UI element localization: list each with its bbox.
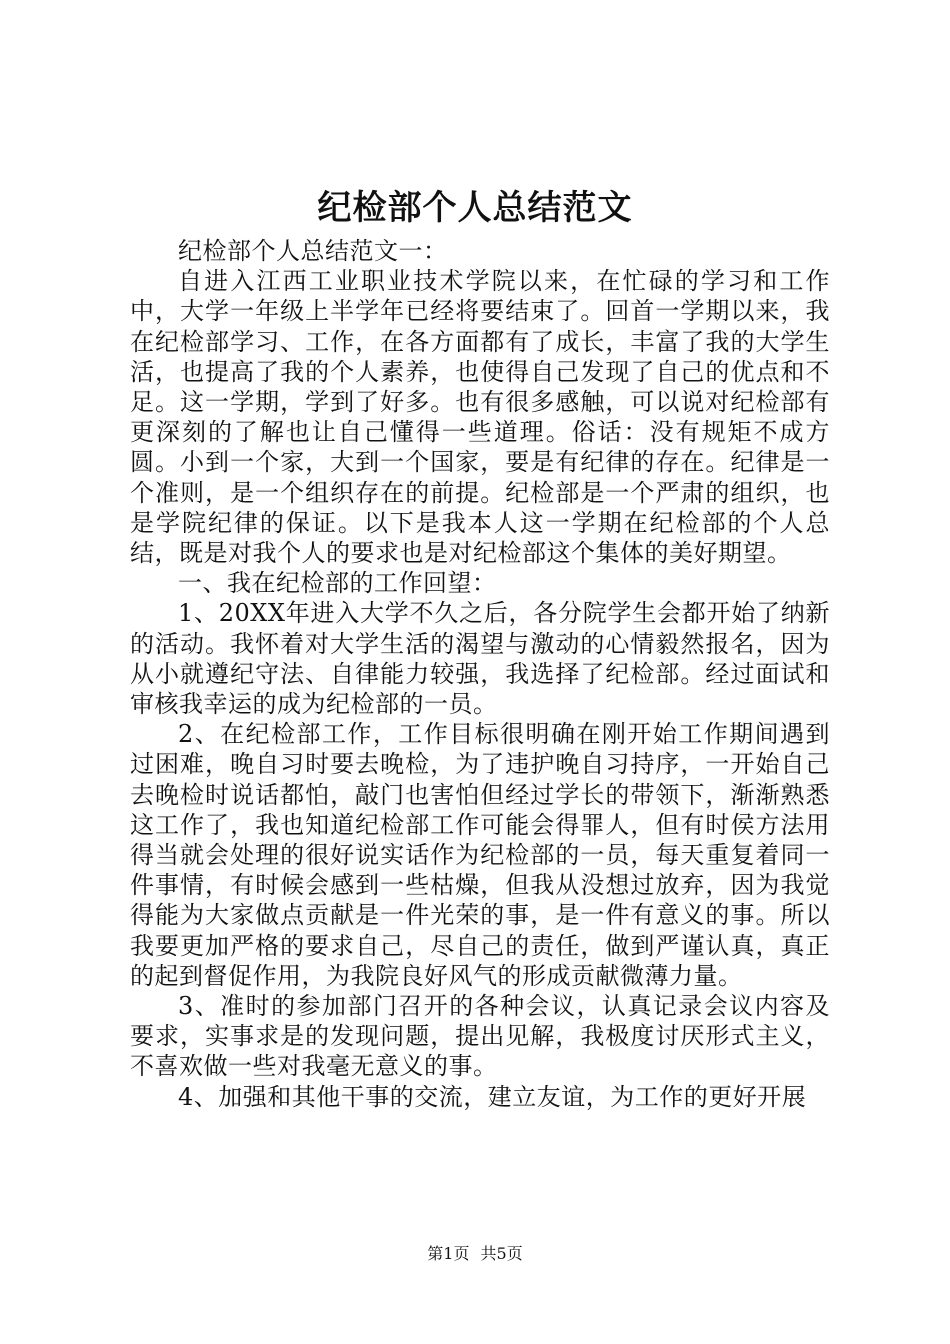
document-body	[130, 236, 830, 1112]
document-title: 纪检部个人总结范文	[317, 188, 633, 228]
paragraph-item-4: 4、加强和其他干事的交流，建立友谊，为工作的更好开展	[178, 1082, 807, 1111]
section-heading-review: 一、我在纪检部的工作回望：	[178, 569, 497, 598]
paragraph-item-1: 1、20XX年进入大学不久之后，各分院学生会都开始了纳新的活动。我怀着对大学生活的渴望与激动的心情毅然报名，因为从小就遵纪守法、自律能力较强，我选择了纪检部。经过面试和审核我幸运的成为纪检部的一员。	[130, 599, 830, 719]
paragraph-item-3: 3、准时的参加部门召开的各种会议，认真记录会议内容及要求，实事求是的发现问题，提出见解，我极度讨厌形式主义，不喜欢做一些对我毫无意义的事。	[130, 992, 830, 1081]
paragraph-item-2: 2、在纪检部工作，工作目标很明确在刚开始工作期间遇到过困难，晚自习时要去晚检，为了违护晚自习持序，一开始自己去晚检时说话都怕，敲门也害怕但经过学长的带领下，渐渐熟悉这工作了，我也知道纪检部工作可能会得罪人，但有时侯方法用得当就会处理的很好说实话作为纪检部的一员，每天重复着同一件事情，有时候会感到一些枯燥，但我从没想过放弃，因为我觉得能为大家做点贡献是一件光荣的事，是一件有意义的事。所以我要更加严格的要求自己，尽自己的责任，做到严谨认真，真正的起到督促作用，为我院良好风气的形成贡献微薄力量。	[130, 720, 830, 990]
paragraph-intro: 自进入江西工业职业技术学院以来，在忙碌的学习和工作中，大学一年级上半学年已经将要结束了。回首一学期以来，我在纪检部学习、工作，在各方面都有了成长，丰富了我的大学生活，也提高了我的个人素养，也使得自己发现了自己的优点和不足。这一学期，学到了好多。也有很多感触，可以说对纪检部有更深刻的了解也让自己懂得一些道理。俗话：没有规矩不成方圆。小到一个家，大到一个国家，要是有纪律的存在。纪律是一个准则，是一个组织存在的前提。纪检部是一个严肃的组织，也是学院纪律的保证。以下是我本人这一学期在纪检部的个人总结，既是对我个人的要求也是对纪检部这个集体的美好期望。	[130, 267, 830, 568]
page-number-footer: 第1页 共5页	[427, 1244, 523, 1263]
paragraph-intro-heading: 纪检部个人总结范文一：	[178, 237, 448, 265]
